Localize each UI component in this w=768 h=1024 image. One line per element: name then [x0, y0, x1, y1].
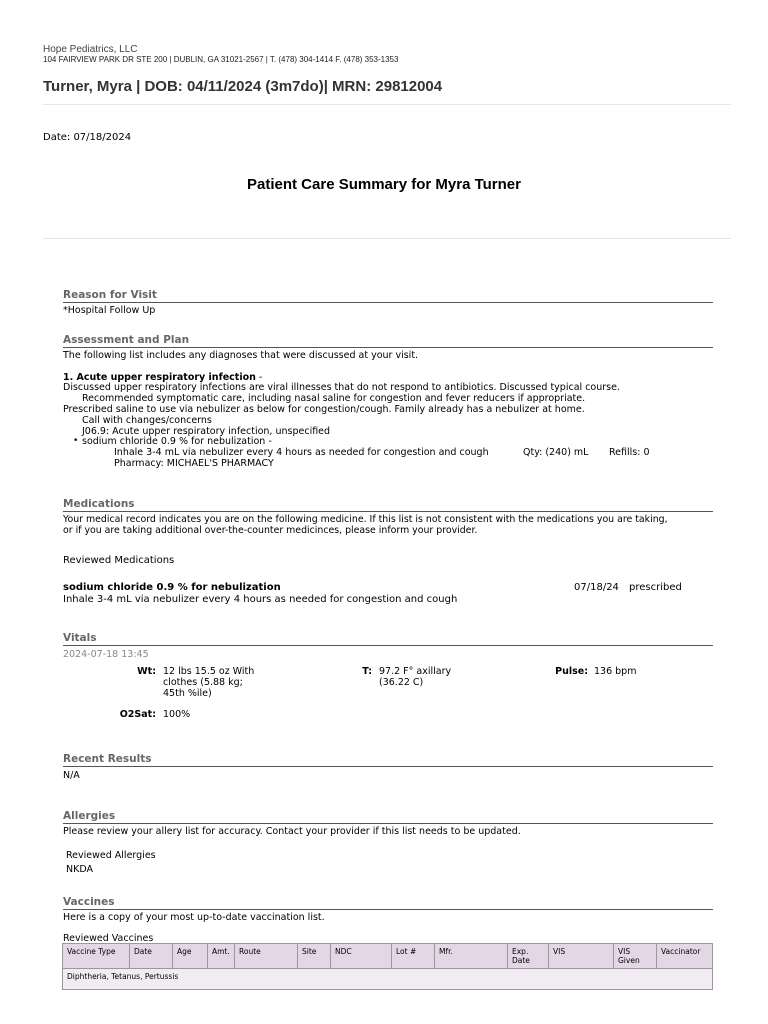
col-mfr: Mfr.	[435, 944, 508, 969]
allergies-heading: Allergies	[63, 810, 713, 824]
table-row	[63, 969, 713, 990]
temperature-label: T:	[362, 666, 372, 677]
results-text: N/A	[63, 770, 80, 781]
visit-date: Date: 07/18/2024	[43, 132, 132, 143]
o2sat-value: 100%	[163, 709, 191, 720]
weight-value-3: 45th %ile)	[163, 688, 212, 699]
patient-header: Turner, Myra | DOB: 04/11/2024 (3m7do)| MRN: 29812004	[43, 78, 443, 95]
col-route: Route	[235, 944, 298, 969]
medication-name: sodium chloride 0.9 % for nebulization	[63, 582, 281, 593]
rx-refills: Refills: 0	[609, 447, 650, 458]
weight-label: Wt:	[137, 666, 156, 677]
medication-date: 07/18/24	[574, 582, 619, 593]
col-exp-date: Exp. Date	[508, 944, 549, 969]
temperature-value-2: (36.22 C)	[379, 677, 424, 688]
assessment-line-4: Call with changes/concerns	[82, 415, 212, 426]
o2sat-label: O2Sat:	[119, 709, 156, 720]
vitals-heading: Vitals	[63, 632, 713, 646]
assessment-line-2: Recommended symptomatic care, including nasal saline for congestion and fever reducers if appropriate.	[82, 393, 586, 404]
col-vis-given: VIS Given	[614, 944, 657, 969]
rx-sig: Inhale 3-4 mL via nebulizer every 4 hours as needed for congestion and cough	[114, 447, 489, 458]
col-site: Site	[298, 944, 331, 969]
practice-address: 104 FAIRVIEW PARK DR STE 200 | DUBLIN, GA 31021-2567 | T. (478) 304-1414 F. (478) 353-1353	[43, 55, 399, 64]
pulse-value: 136 bpm	[594, 666, 637, 677]
diagnosis-suffix: -	[255, 372, 263, 383]
vaccines-intro: Here is a copy of your most up-to-date vaccination list.	[63, 912, 325, 923]
reason-heading: Reason for Visit	[63, 289, 713, 303]
assessment-line-3: Prescribed saline to use via nebulizer as below for congestion/cough. Family already has a nebulizer at home.	[63, 404, 585, 415]
assessment-line-1: Discussed upper respiratory infections are viral illnesses that do not respond to antibiotics. Discussed typical course.	[63, 382, 620, 393]
medications-heading: Medications	[63, 498, 713, 512]
vitals-timestamp: 2024-07-18 13:45	[63, 649, 149, 660]
reviewed-medications-label: Reviewed Medications	[63, 555, 175, 566]
medication-sig: Inhale 3-4 mL via nebulizer every 4 hours as needed for congestion and cough	[63, 594, 458, 605]
practice-name: Hope Pediatrics, LLC	[43, 44, 138, 55]
vaccines-heading: Vaccines	[63, 896, 713, 910]
rx-pharmacy: Pharmacy: MICHAEL'S PHARMACY	[114, 458, 274, 469]
temperature-value-1: 97.2 F° axillary	[379, 666, 452, 677]
allergies-value: NKDA	[66, 864, 93, 875]
col-vaccinator: Vaccinator	[657, 944, 713, 969]
medications-intro-2: or if you are taking additional over-the-counter medicinces, please inform your provider.	[63, 525, 478, 536]
vaccines-table	[62, 943, 713, 990]
reviewed-allergies-label: Reviewed Allergies	[66, 850, 156, 861]
allergies-intro: Please review your allery list for accuracy. Contact your provider if this list needs to be updated.	[63, 826, 521, 837]
reason-text: *Hospital Follow Up	[63, 305, 156, 316]
assessment-intro: The following list includes any diagnoses that were discussed at your visit.	[63, 350, 419, 361]
col-age: Age	[173, 944, 208, 969]
medications-intro-1: Your medical record indicates you are on the following medicine. If this list is not consistent with the medications you are taking,	[63, 514, 668, 525]
header-divider	[43, 104, 731, 105]
pulse-label: Pulse:	[555, 666, 588, 677]
rx-qty: Qty: (240) mL	[523, 447, 589, 458]
col-date: Date	[130, 944, 173, 969]
assessment-heading: Assessment and Plan	[63, 334, 713, 348]
col-lot: Lot #	[392, 944, 435, 969]
col-ndc: NDC	[331, 944, 392, 969]
vaccine-type-cell: Diphtheria, Tetanus, Pertussis	[63, 969, 713, 990]
weight-value-2: clothes (5.88 kg;	[163, 677, 243, 688]
reviewed-vaccines-label: Reviewed Vaccines	[63, 933, 154, 944]
weight-value-1: 12 lbs 15.5 oz With	[163, 666, 255, 677]
diagnosis-title: 1. Acute upper respiratory infection	[63, 372, 256, 383]
col-vaccine-type: Vaccine Type	[63, 944, 130, 969]
bullet-icon: •	[73, 436, 79, 446]
results-heading: Recent Results	[63, 753, 713, 767]
rx-name: sodium chloride 0.9 % for nebulization -	[82, 436, 272, 447]
title-divider	[43, 238, 731, 239]
assessment-line-5: J06.9: Acute upper respiratory infection, unspecified	[82, 426, 331, 437]
col-amt: Amt.	[208, 944, 235, 969]
col-vis: VIS	[549, 944, 614, 969]
table-header-row	[63, 944, 713, 969]
page-title: Patient Care Summary for Myra Turner	[247, 176, 521, 193]
medication-status: prescribed	[629, 582, 682, 593]
